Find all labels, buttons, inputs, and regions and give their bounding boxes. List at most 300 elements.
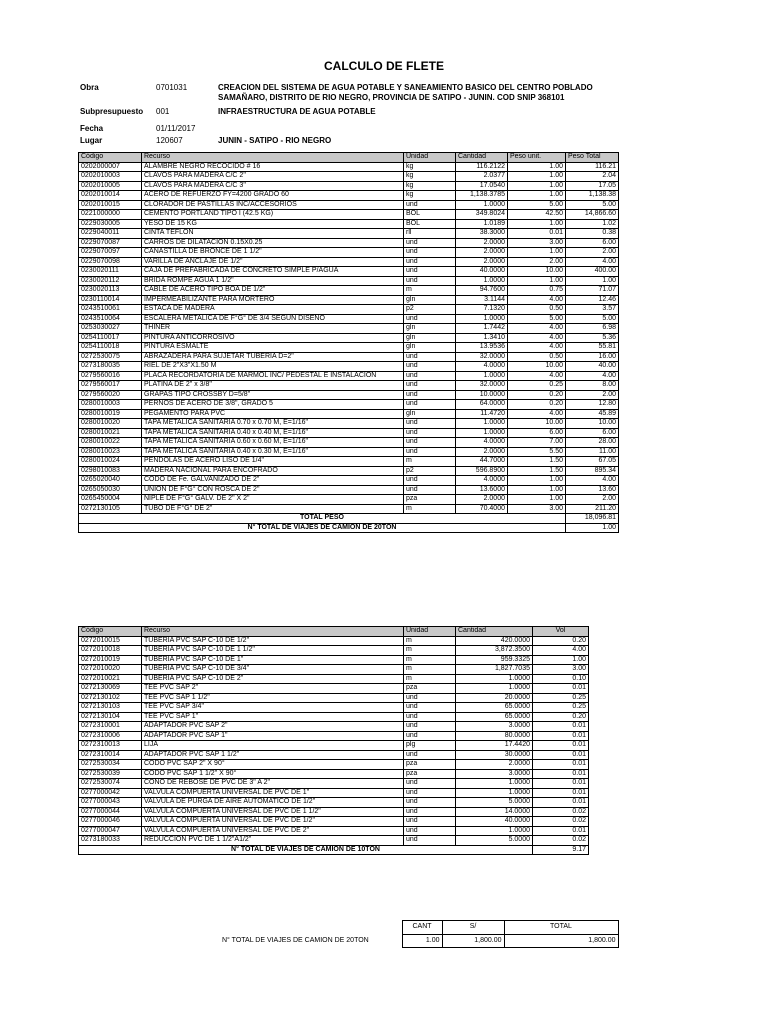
obra-desc-2: SAMAÑARO, DISTRITO DE RIO NEGRO, PROVINCIA DE SATIPO - JUNIN. COD SNIP 368101: [218, 93, 565, 102]
table-cell: p2: [404, 305, 456, 315]
table-cell: 1.00: [508, 485, 566, 495]
table-cell: 1.00: [508, 172, 566, 182]
table-cell: CLORADOR DE PASTILLAS INC/ACCESORIOS: [142, 200, 404, 210]
table-cell: CLAVOS PARA MADERA C/C 2": [142, 172, 404, 182]
table-cell: TAPA METALICA SANITARIA 0.40 x 0.40 M, E=1/16": [142, 428, 404, 438]
table-row: [79, 769, 589, 779]
table-cell: 0.01: [533, 731, 589, 741]
table-cell: 67.05: [566, 457, 619, 467]
table-cell: 32.0000: [456, 381, 508, 391]
obra-label: Obra: [80, 83, 99, 92]
table-cell: REDUCCION PVC DE 1 1/2"A1/2": [142, 836, 404, 846]
table-cell: 0298010083: [79, 466, 142, 476]
table-row: [79, 447, 619, 457]
table-cell: CINTA TEFLON: [142, 229, 404, 239]
column-header: Peso Total: [566, 153, 619, 163]
table-row: [79, 276, 619, 286]
table-cell: 0272010015: [79, 636, 142, 646]
table-cell: 1.0000: [456, 371, 508, 381]
table-cell: TAPA METALICA SANITARIA 0.40 x 0.30 M, E=1/16": [142, 447, 404, 457]
table-cell: und: [404, 371, 456, 381]
table-cell: 3.57: [566, 305, 619, 315]
table-cell: 0279560017: [79, 381, 142, 391]
table-cell: m: [404, 504, 456, 514]
table-cell: 94.7600: [456, 286, 508, 296]
table-cell: 12.80: [566, 400, 619, 410]
table-cell: 4.00: [508, 295, 566, 305]
table-cell: 349.8024: [456, 210, 508, 220]
table-cell: 0272530074: [79, 779, 142, 789]
table-cell: ABRAZADERA PARA SUJETAR TUBERIA D=2": [142, 352, 404, 362]
table-cell: und: [404, 826, 456, 836]
table-cell: 13.60: [566, 485, 619, 495]
table-cell: pza: [404, 495, 456, 505]
table-cell: 3,872.3500: [456, 646, 533, 656]
table-cell: und: [404, 381, 456, 391]
table-cell: 8.00: [566, 381, 619, 391]
obra-code: 0701031: [156, 83, 188, 92]
table-cell: 10.00: [508, 267, 566, 277]
table-cell: VALVULA COMPUERTA UNIVERSAL DE PVC DE 1/2": [142, 817, 404, 827]
table-cell: 1.00: [566, 276, 619, 286]
table-cell: 64.0000: [456, 400, 508, 410]
table-cell: PERNOS DE ACERO DE 3/8", GRADO 5: [142, 400, 404, 410]
table-cell: 4.00: [566, 257, 619, 267]
table-cell: PEGAMENTO PARA PVC: [142, 409, 404, 419]
table-cell: 17.4420: [456, 741, 533, 751]
total-peso-label: TOTAL PESO: [79, 514, 566, 524]
table-cell: und: [404, 390, 456, 400]
table-cell: 2.04: [566, 172, 619, 182]
table-cell: 0229030005: [79, 219, 142, 229]
table-cell: 1.00: [508, 181, 566, 191]
table-row: [79, 229, 619, 239]
table-cell: 959.3325: [456, 655, 533, 665]
table-row: [79, 428, 619, 438]
column-header: Unidad: [404, 627, 456, 637]
table-row: [79, 238, 619, 248]
table-cell: TUBERIA PVC SAP C-10 DE 2": [142, 674, 404, 684]
table-cell: ADAPTADOR PVC SAP 2": [142, 722, 404, 732]
table-cell: CABLE DE ACERO TIPO BOA DE 1/2": [142, 286, 404, 296]
table-cell: 0272010021: [79, 674, 142, 684]
table-cell: 4.00: [508, 409, 566, 419]
table-row: [79, 817, 589, 827]
table-cell: 5.00: [566, 200, 619, 210]
table-cell: 5.36: [566, 333, 619, 343]
column-header: Cantidad: [456, 153, 508, 163]
table-cell: 0.01: [533, 788, 589, 798]
table-cell: 0221000000: [79, 210, 142, 220]
table-cell: 14.0000: [456, 807, 533, 817]
table-cell: VALVULA COMPUERTA UNIVERSAL DE PVC DE 1 1/2": [142, 807, 404, 817]
summary-cant: 1.00: [402, 935, 442, 948]
column-header: Código: [79, 627, 142, 637]
table-cell: 7.1320: [456, 305, 508, 315]
table-cell: CARROS DE DILATACION 0.15X0.25: [142, 238, 404, 248]
table-row: [79, 381, 619, 391]
table-cell: 2.0000: [456, 238, 508, 248]
table-cell: und: [404, 438, 456, 448]
table-cell: und: [404, 703, 456, 713]
table-cell: 1.3410: [456, 333, 508, 343]
table-row: [79, 267, 619, 277]
table-cell: 1.00: [508, 191, 566, 201]
table-row: [79, 457, 619, 467]
summary-label: N° TOTAL DE VIAJES DE CAMION DE 20TON: [222, 936, 369, 944]
table-cell: 1.0000: [456, 314, 508, 324]
table-cell: 0230020111: [79, 267, 142, 277]
table-cell: 3.00: [508, 504, 566, 514]
table-cell: 0.01: [533, 798, 589, 808]
table-cell: ESTACA DE MADERA: [142, 305, 404, 315]
table-cell: 1.7442: [456, 324, 508, 334]
table-cell: 0.25: [533, 693, 589, 703]
table-cell: und: [404, 248, 456, 258]
table-cell: 3.00: [533, 665, 589, 675]
table-cell: 0.01: [533, 779, 589, 789]
table-cell: m: [404, 457, 456, 467]
table-cell: 5.00: [508, 314, 566, 324]
table-cell: 0272130102: [79, 693, 142, 703]
table-cell: 0277000042: [79, 788, 142, 798]
table-row: [79, 826, 589, 836]
subpresupuesto-desc: INFRAESTRUCTURA DE AGUA POTABLE: [218, 107, 376, 116]
table-cell: 1.0000: [456, 419, 508, 429]
table-cell: und: [404, 419, 456, 429]
table-cell: und: [404, 400, 456, 410]
table-cell: UNION DE F°G° CON ROSCA DE 2": [142, 485, 404, 495]
table-cell: 2.0000: [456, 257, 508, 267]
table-cell: 0.02: [533, 807, 589, 817]
table-cell: 0280010024: [79, 457, 142, 467]
table-cell: 0279560020: [79, 390, 142, 400]
table-cell: 0272310001: [79, 722, 142, 732]
table-cell: und: [404, 779, 456, 789]
table-cell: 0230020113: [79, 286, 142, 296]
table-cell: 116.2122: [456, 162, 508, 172]
table-cell: 2.0000: [456, 760, 533, 770]
table-cell: 3.0000: [456, 722, 533, 732]
table-cell: PINTURA ESMALTE: [142, 343, 404, 353]
table-cell: gln: [404, 324, 456, 334]
table-cell: ACERO DE REFUERZO FY=4200 GRADO 60: [142, 191, 404, 201]
table-cell: TEE PVC SAP 1 1/2": [142, 693, 404, 703]
viajes-row: [79, 523, 619, 533]
table-row: [79, 495, 619, 505]
table-cell: und: [404, 750, 456, 760]
table-cell: TEE PVC SAP 1": [142, 712, 404, 722]
table-cell: 0202010003: [79, 172, 142, 182]
table-cell: 80.0000: [456, 731, 533, 741]
table-cell: 2.00: [566, 248, 619, 258]
table-cell: 40.00: [566, 362, 619, 372]
table-cell: 1.02: [566, 219, 619, 229]
table-cell: 0.01: [533, 741, 589, 751]
table-row: [79, 807, 589, 817]
table-row: [79, 390, 619, 400]
table-cell: m: [404, 665, 456, 675]
table-cell: 0280010023: [79, 447, 142, 457]
summary-col-cant: CANT: [402, 921, 442, 935]
table-cell: BRIDA ROMPE AGUA 1 1/2": [142, 276, 404, 286]
table-cell: 0202010014: [79, 191, 142, 201]
table-cell: pza: [404, 769, 456, 779]
table-cell: 0.75: [508, 286, 566, 296]
table-cell: 5.00: [566, 314, 619, 324]
lugar-label: Lugar: [80, 136, 103, 145]
table-cell: 6.00: [508, 428, 566, 438]
table-cell: 0229070097: [79, 248, 142, 258]
table-cell: 10.00: [508, 419, 566, 429]
table-cell: 3.0000: [456, 769, 533, 779]
table-cell: gln: [404, 343, 456, 353]
table-row: [79, 172, 619, 182]
table-cell: 116.21: [566, 162, 619, 172]
table-cell: 1.00: [508, 162, 566, 172]
column-header: Peso unit.: [508, 153, 566, 163]
table-cell: 0272530075: [79, 352, 142, 362]
table-cell: 4.0000: [456, 362, 508, 372]
table-cell: 0.02: [533, 836, 589, 846]
table-cell: ADAPTADOR PVC SAP 1": [142, 731, 404, 741]
table-cell: 0280010003: [79, 400, 142, 410]
table-cell: ADAPTADOR PVC SAP 1 1/2": [142, 750, 404, 760]
lugar-code: 120607: [156, 136, 183, 145]
table-cell: 1.50: [508, 457, 566, 467]
table-cell: 895.34: [566, 466, 619, 476]
table-cell: RIEL DE 2"X3"X1.50 M: [142, 362, 404, 372]
table-row: [79, 636, 589, 646]
table-cell: 32.0000: [456, 352, 508, 362]
table-cell: 0265450004: [79, 495, 142, 505]
table-cell: 0280010022: [79, 438, 142, 448]
table-cell: 0202000007: [79, 162, 142, 172]
table-row: [79, 219, 619, 229]
table-row: [79, 665, 589, 675]
table-cell: 4.00: [508, 333, 566, 343]
table-cell: PLACA RECORDATORIA DE MARMOL INC/ PEDESTAL E INSTALACION: [142, 371, 404, 381]
table-row: [79, 476, 619, 486]
table-row: [79, 295, 619, 305]
table-cell: 13.6000: [456, 485, 508, 495]
table-cell: 71.07: [566, 286, 619, 296]
table-cell: und: [404, 238, 456, 248]
table-row: [79, 409, 619, 419]
table-cell: PINTURA ANTICORROSIVO: [142, 333, 404, 343]
table-row: [79, 286, 619, 296]
table-cell: VARILLA DE ANCLAJE DE 1/2": [142, 257, 404, 267]
table-cell: VALVULA DE PURGA DE AIRE AUTOMATICO DE 1/2": [142, 798, 404, 808]
table-cell: 10.00: [508, 362, 566, 372]
table-cell: 0273180035: [79, 362, 142, 372]
table-cell: und: [404, 731, 456, 741]
table-cell: und: [404, 712, 456, 722]
table-cell: 400.00: [566, 267, 619, 277]
table-cell: 2.0377: [456, 172, 508, 182]
table-cell: 6.00: [566, 428, 619, 438]
table-cell: 12.46: [566, 295, 619, 305]
table-cell: 0.01: [533, 826, 589, 836]
subpresupuesto-label: Subpresupuesto: [80, 107, 144, 116]
table-cell: 1.0000: [456, 428, 508, 438]
table-cell: PENDOLAS DE ACERO LISO DE 1/4": [142, 457, 404, 467]
table-row: [79, 438, 619, 448]
table-cell: 0202010015: [79, 200, 142, 210]
table-cell: 5.50: [508, 447, 566, 457]
table-cell: CANASTILLA DE BRONCE DE 1 1/2": [142, 248, 404, 258]
table-cell: 4.00: [533, 646, 589, 656]
table-cell: 596.8900: [456, 466, 508, 476]
table-cell: 0272010018: [79, 646, 142, 656]
table-cell: THINER: [142, 324, 404, 334]
table-cell: TUBO DE F°G° DE 2": [142, 504, 404, 514]
column-header: Unidad: [404, 153, 456, 163]
table-cell: und: [404, 257, 456, 267]
table-cell: 0272010019: [79, 655, 142, 665]
table-cell: 0272130105: [79, 504, 142, 514]
table-cell: 0.25: [533, 703, 589, 713]
table-cell: TUBERIA PVC SAP C-10 DE 3/4": [142, 665, 404, 675]
table-cell: 0265050030: [79, 485, 142, 495]
table-cell: und: [404, 807, 456, 817]
table-row: [79, 684, 589, 694]
table-row: [79, 352, 619, 362]
table-cell: 1.0000: [456, 788, 533, 798]
table-cell: 14,866.60: [566, 210, 619, 220]
table-cell: 0.25: [508, 381, 566, 391]
table-cell: und: [404, 447, 456, 457]
table-cell: und: [404, 267, 456, 277]
table-cell: BOL: [404, 219, 456, 229]
table-cell: GRAPAS TIPO CROSSBY D=5/8": [142, 390, 404, 400]
table-cell: und: [404, 722, 456, 732]
table-row: [79, 343, 619, 353]
table-cell: ALAMBRE NEGRO RECOCIDO # 16: [142, 162, 404, 172]
table-cell: YESO DE 15 KG: [142, 219, 404, 229]
table-cell: 16.00: [566, 352, 619, 362]
table-cell: LIJA: [142, 741, 404, 751]
table-cell: rll: [404, 229, 456, 239]
table-cell: und: [404, 836, 456, 846]
table-row: [79, 305, 619, 315]
table-cell: IMPERMEABILIZANTE PARA MORTERO: [142, 295, 404, 305]
table-header: [79, 627, 589, 637]
table-cell: gln: [404, 295, 456, 305]
column-header: Recurso: [142, 627, 404, 637]
table-cell: 0.20: [508, 400, 566, 410]
table-cell: 0273180033: [79, 836, 142, 846]
table-cell: und: [404, 817, 456, 827]
table-row: [79, 674, 589, 684]
column-header: Cantidad: [456, 627, 533, 637]
table-cell: 0277000044: [79, 807, 142, 817]
table-cell: 0.01: [533, 769, 589, 779]
table-cell: 45.89: [566, 409, 619, 419]
table-cell: 0230110014: [79, 295, 142, 305]
table-cell: 2.00: [508, 257, 566, 267]
table-cell: 2.00: [566, 390, 619, 400]
column-header: Vol: [533, 627, 589, 637]
table-cell: 0272130103: [79, 703, 142, 713]
table-cell: CODO PVC SAP 2" X 90°: [142, 760, 404, 770]
table-row: [79, 655, 589, 665]
table-cell: m: [404, 655, 456, 665]
table-cell: VALVULA COMPUERTA UNIVERSAL DE PVC DE 2": [142, 826, 404, 836]
table-cell: m: [404, 286, 456, 296]
table-cell: 211.20: [566, 504, 619, 514]
table-cell: 40.0000: [456, 817, 533, 827]
table-cell: und: [404, 200, 456, 210]
table-cell: 1.0000: [456, 684, 533, 694]
table-cell: gln: [404, 409, 456, 419]
table-row: [79, 181, 619, 191]
table-cell: CEMENTO PORTLAND TIPO I (42.5 KG): [142, 210, 404, 220]
table-row: [79, 485, 619, 495]
table-cell: CLAVOS PARA MADERA C/C 3": [142, 181, 404, 191]
table-cell: 0253030027: [79, 324, 142, 334]
table-cell: 0272530039: [79, 769, 142, 779]
table-cell: CODO PVC SAP 1 1/2" X 90°: [142, 769, 404, 779]
summary-s: 1,800.00: [442, 935, 504, 948]
table-cell: 44.7000: [456, 457, 508, 467]
table-cell: 5.00: [508, 200, 566, 210]
table-cell: 0229070087: [79, 238, 142, 248]
table-cell: 0272310014: [79, 750, 142, 760]
table-cell: 0272310006: [79, 731, 142, 741]
table-row: [79, 257, 619, 267]
table-cell: 0265020040: [79, 476, 142, 486]
table-cell: 0.50: [508, 305, 566, 315]
table-cell: 0272130104: [79, 712, 142, 722]
table-cell: 0.02: [533, 817, 589, 827]
table-cell: 0277000047: [79, 826, 142, 836]
table-cell: gln: [404, 333, 456, 343]
viajes-label: N° TOTAL DE VIAJES DE CAMION DE 10TON: [79, 845, 533, 855]
table-cell: 0.01: [533, 750, 589, 760]
table-row: [79, 798, 589, 808]
table-cell: 6.98: [566, 324, 619, 334]
table-cell: 1.50: [508, 466, 566, 476]
table-header: [79, 153, 619, 163]
subpresupuesto-code: 001: [156, 107, 170, 116]
table-cell: 1.00: [508, 276, 566, 286]
obra-desc-1: CREACION DEL SISTEMA DE AGUA POTABLE Y SANEAMIENTO BASICO DEL CENTRO POBLADO: [218, 83, 593, 92]
table-cell: MADERA NACIONAL PARA ENCOFRADO: [142, 466, 404, 476]
table-cell: 4.00: [508, 371, 566, 381]
table-cell: 38.3000: [456, 229, 508, 239]
table-cell: 0272010020: [79, 665, 142, 675]
table-cell: kg: [404, 172, 456, 182]
table-cell: 5.0000: [456, 798, 533, 808]
table-cell: 10.00: [566, 419, 619, 429]
table-cell: 20.0000: [456, 693, 533, 703]
table-cell: und: [404, 788, 456, 798]
table-cell: und: [404, 362, 456, 372]
table-cell: 4.0000: [456, 438, 508, 448]
table-row: [79, 712, 589, 722]
table-cell: 0.01: [533, 722, 589, 732]
table-cell: 40.0000: [456, 267, 508, 277]
table-cell: 0272310013: [79, 741, 142, 751]
column-header: Código: [79, 153, 142, 163]
summary-col-total: TOTAL: [504, 921, 618, 935]
table-row: [79, 400, 619, 410]
table-cell: 1.0000: [456, 826, 533, 836]
table-cell: 0272130069: [79, 684, 142, 694]
table-cell: 65.0000: [456, 712, 533, 722]
table-cell: 4.00: [508, 324, 566, 334]
